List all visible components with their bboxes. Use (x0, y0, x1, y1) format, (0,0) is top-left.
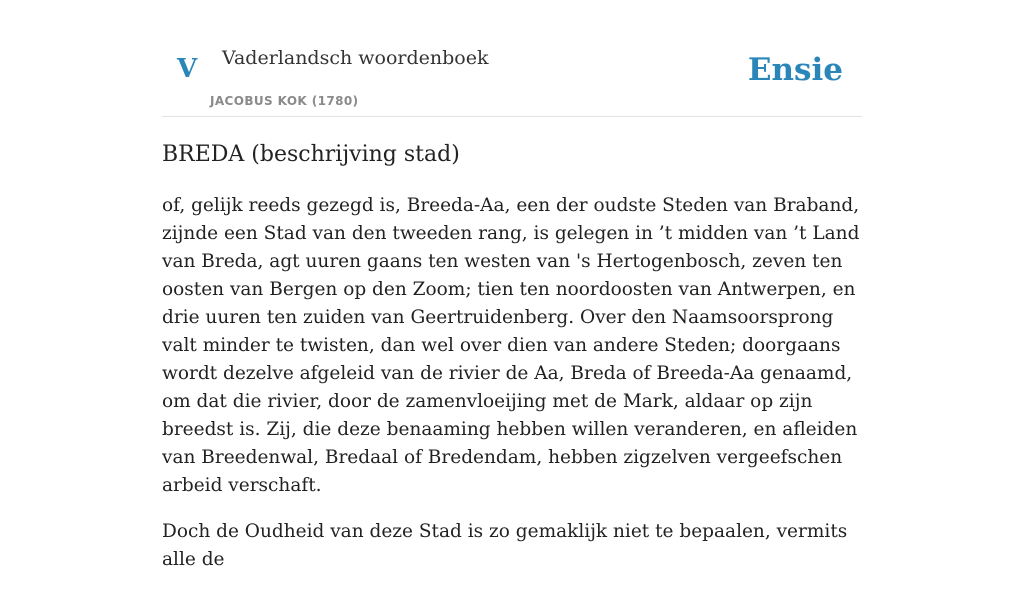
dictionary-header (162, 0, 862, 117)
dictionary-title[interactable]: Vaderlandsch woordenboek (222, 47, 489, 69)
ensie-logo[interactable]: Ensie (747, 52, 843, 88)
entry-paragraph: of, gelijk reeds gezegd is, Breeda-Aa, een der oudste Steden van Braband, zijnde een Stad van den tweeden rang, is gelegen in ’t midden van ’t Land van Breda, agt uuren gaans ten westen van 's Hertogenbosch, zeven ten oosten van Bergen op den Zoom; tien ten noordoosten van Antwerpen, en drie uuren ten zuiden van Geertruidenberg. Over den Naamsoorsprong valt minder te twisten, dan wel over dien van andere Steden; doorgaans wordt dezelve afgeleid van de rivier de Aa, Breda of Breeda-Aa genaamd, om dat die rivier, door de zamenvloeijing met de Mark, aldaar op zijn breedst is. Zij, die deze benaaming hebben willen veranderen, en afleiden van Breedenwal, Bredaal of Bredendam, hebben zigzelven vergeefschen arbeid verschaft. (162, 195, 860, 496)
dictionary-author: JACOBUS KOK (1780) (210, 94, 359, 108)
entry-title: BREDA (beschrijving stad) (162, 142, 460, 167)
dictionary-letter[interactable]: V (177, 54, 198, 84)
entry-body (162, 192, 864, 592)
entry-paragraph: Doch de Oudheid van deze Stad is zo gemaklijk niet te bepaalen, vermits alle de (162, 521, 848, 570)
